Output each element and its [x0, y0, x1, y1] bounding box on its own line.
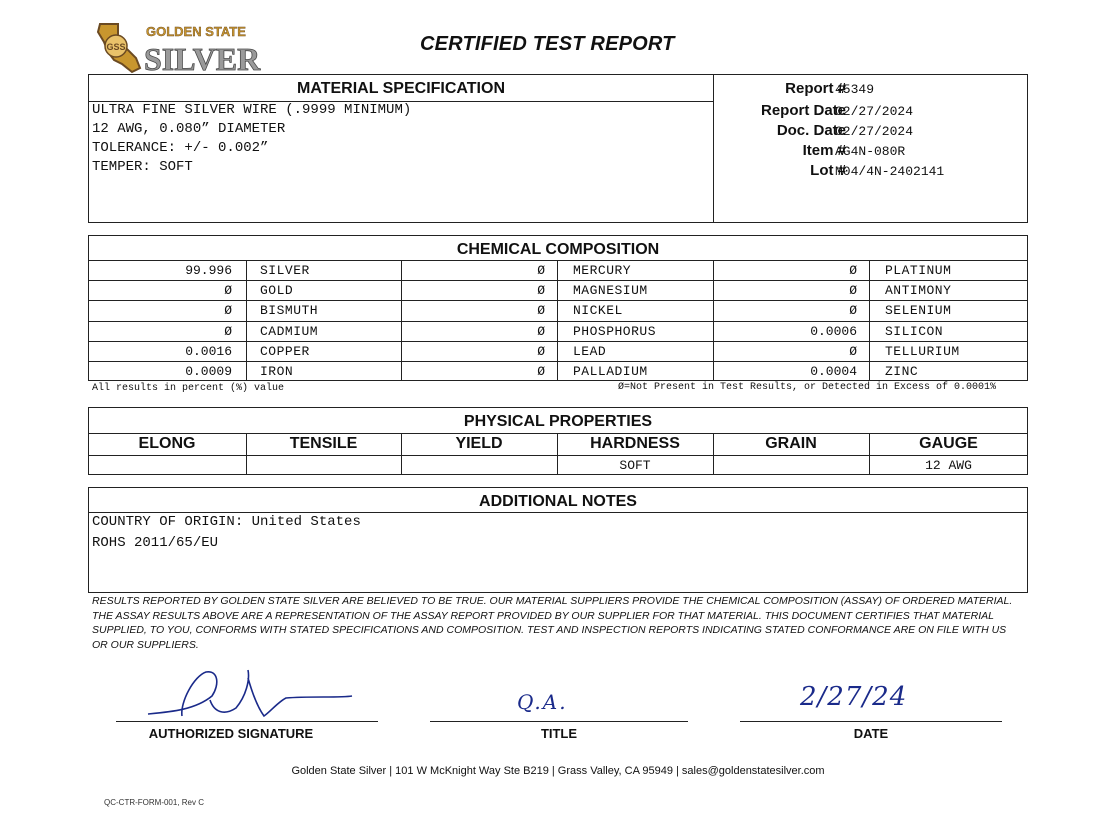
- element-name: SILVER: [260, 263, 310, 278]
- title-handwritten: Q.A.: [517, 690, 568, 714]
- item-row: [714, 142, 1026, 162]
- element-percent: 0.0004: [810, 364, 857, 379]
- lot-row: [714, 162, 1026, 182]
- physical-column-header: YIELD: [455, 435, 503, 452]
- element-name: MERCURY: [573, 263, 632, 278]
- element-name: MAGNESIUM: [573, 283, 648, 299]
- report-date-label: Report Date: [760, 102, 846, 119]
- divider: [88, 280, 1028, 281]
- note-line: COUNTRY OF ORIGIN: United States: [92, 514, 361, 530]
- signature-line: [116, 721, 378, 722]
- element-name: PHOSPHORUS: [573, 323, 657, 339]
- element-name: LEAD: [573, 343, 607, 359]
- element-percent: Ø: [537, 283, 545, 299]
- physical-value: 12 AWG: [925, 458, 972, 473]
- material-spec-heading: MATERIAL SPECIFICATION: [297, 80, 505, 97]
- element-percent: Ø: [537, 323, 545, 339]
- report-number-row: [714, 80, 1026, 100]
- divider: [869, 260, 870, 381]
- document-title: CERTIFIED TEST REPORT: [420, 33, 675, 55]
- note-line: ROHS 2011/65/EU: [92, 535, 219, 551]
- element-percent: Ø: [537, 343, 545, 359]
- divider: [88, 300, 1028, 301]
- element-name: BISMUTH: [260, 303, 319, 319]
- element-percent: Ø: [849, 303, 857, 319]
- element-name: SILICON: [885, 323, 944, 339]
- element-percent: Ø: [537, 303, 545, 319]
- report-date: 02/27/2024: [835, 104, 914, 119]
- disclaimer: RESULTS REPORTED BY GOLDEN STATE SILVER ARE BELIEVED TO BE TRUE. OUR MATERIAL SUPPLIERS PROVIDE THE CHEMICAL COMPOSITION (ASSAY) OF ORDERED MATERIAL. THE ASSAY RESULTS ABOVE ARE A REPRESENTATION OF THE ASSAY REPORT PROVIDED BY OUR SUPPLIER FOR THAT MATERIAL. THIS DOCUMENT CERTIFIES THAT MATERIAL SUPPLIED, TO YOU, CONFORMS WITH STATED SPECIFICATIONS AND COMPOSITION. TEST AND INSPECTION REPORTS INDICATING STATED CONFORMANCE ARE ON FILE WITH US OR OUR SUPPLIERS.: [92, 595, 1013, 651]
- physical-value: SOFT: [619, 458, 651, 473]
- element-percent: Ø: [849, 343, 857, 359]
- doc-date-label: Doc. Date: [776, 122, 846, 139]
- authorized-signature-label: AUTHORIZED SIGNATURE: [148, 726, 314, 741]
- divider: [401, 260, 402, 381]
- element-percent: Ø: [537, 364, 545, 379]
- element-name: ANTIMONY: [885, 283, 952, 299]
- signature-line: [740, 721, 1002, 722]
- divider: [88, 455, 1028, 456]
- element-percent: Ø: [224, 323, 232, 339]
- element-name: COPPER: [260, 343, 310, 359]
- lot-label: Lot #: [810, 162, 846, 179]
- signature-line: [430, 721, 688, 722]
- company-logo: [96, 18, 261, 77]
- element-percent: 0.0016: [185, 343, 232, 359]
- doc-date-row: [714, 122, 1026, 142]
- divider: [246, 260, 247, 381]
- element-percent: Ø: [849, 283, 857, 299]
- element-percent: Ø: [224, 283, 232, 299]
- element-name: ZINC: [885, 364, 919, 379]
- divider: [88, 341, 1028, 342]
- spec-line: TOLERANCE: +/- 0.002”: [92, 140, 269, 156]
- report-date-row: [714, 102, 1026, 122]
- element-percent: Ø: [224, 303, 232, 319]
- element-name: CADMIUM: [260, 323, 319, 339]
- logo-text-bottom: SILVER: [144, 41, 261, 77]
- element-name: SELENIUM: [885, 303, 952, 319]
- physical-column-header: ELONG: [138, 435, 196, 452]
- element-name: PALLADIUM: [573, 364, 648, 379]
- chemical-composition-heading: CHEMICAL COMPOSITION: [456, 241, 660, 258]
- title-label: TITLE: [540, 726, 578, 741]
- form-id: QC-CTR-FORM-001, Rev C: [104, 798, 205, 807]
- physical-column-header: TENSILE: [289, 435, 358, 452]
- additional-notes-heading: ADDITIONAL NOTES: [479, 493, 637, 510]
- logo-badge: GSS: [106, 42, 126, 52]
- element-percent: 0.0009: [185, 364, 232, 379]
- date-handwritten: 2/27/24: [800, 682, 908, 712]
- item-label: Item #: [802, 142, 846, 159]
- physical-properties-heading: PHYSICAL PROPERTIES: [463, 413, 653, 430]
- doc-date: 02/27/2024: [835, 124, 914, 139]
- report-number: 45349: [835, 82, 875, 97]
- element-name: IRON: [260, 364, 294, 379]
- divider: [88, 260, 1028, 261]
- item-number: AG4N-080R: [835, 144, 906, 159]
- physical-column-header: HARDNESS: [590, 435, 680, 452]
- divider: [557, 260, 558, 381]
- footer-contact: Golden State Silver | 101 W McKnight Way Ste B219 | Grass Valley, CA 95949 | sales@goldenstatesilver.com: [291, 765, 825, 777]
- divider: [88, 321, 1028, 322]
- report-number-label: Report #: [785, 80, 846, 97]
- divider: [88, 361, 1028, 362]
- spec-line: ULTRA FINE SILVER WIRE (.9999 MINIMUM): [92, 102, 412, 118]
- spec-line: 12 AWG, 0.080” DIAMETER: [92, 121, 286, 137]
- element-percent: Ø: [537, 263, 545, 278]
- lot-number: M04/4N-2402141: [835, 164, 945, 179]
- material-spec-lines: [92, 101, 411, 177]
- divider: [713, 260, 714, 381]
- spec-line: TEMPER: SOFT: [92, 159, 193, 175]
- physical-column-header: GAUGE: [919, 435, 978, 452]
- element-name: PLATINUM: [885, 263, 952, 278]
- element-percent: 0.0006: [810, 323, 857, 339]
- element-percent: Ø: [849, 263, 857, 278]
- element-name: TELLURIUM: [885, 343, 960, 359]
- additional-notes-lines: [92, 512, 361, 554]
- chemical-footnote-left: All results in percent (%) value: [92, 383, 285, 394]
- logo-text-top: GOLDEN STATE: [146, 24, 246, 39]
- element-percent: 99.996: [185, 263, 232, 278]
- physical-column-header: GRAIN: [765, 435, 817, 452]
- chemical-footnote-right: Ø=Not Present in Test Results, or Detected in Excess of 0.0001%: [618, 382, 997, 393]
- authorized-signature: [140, 662, 370, 728]
- element-name: NICKEL: [573, 303, 623, 319]
- element-name: GOLD: [260, 283, 294, 299]
- date-label: DATE: [853, 726, 889, 741]
- divider: [88, 433, 1028, 434]
